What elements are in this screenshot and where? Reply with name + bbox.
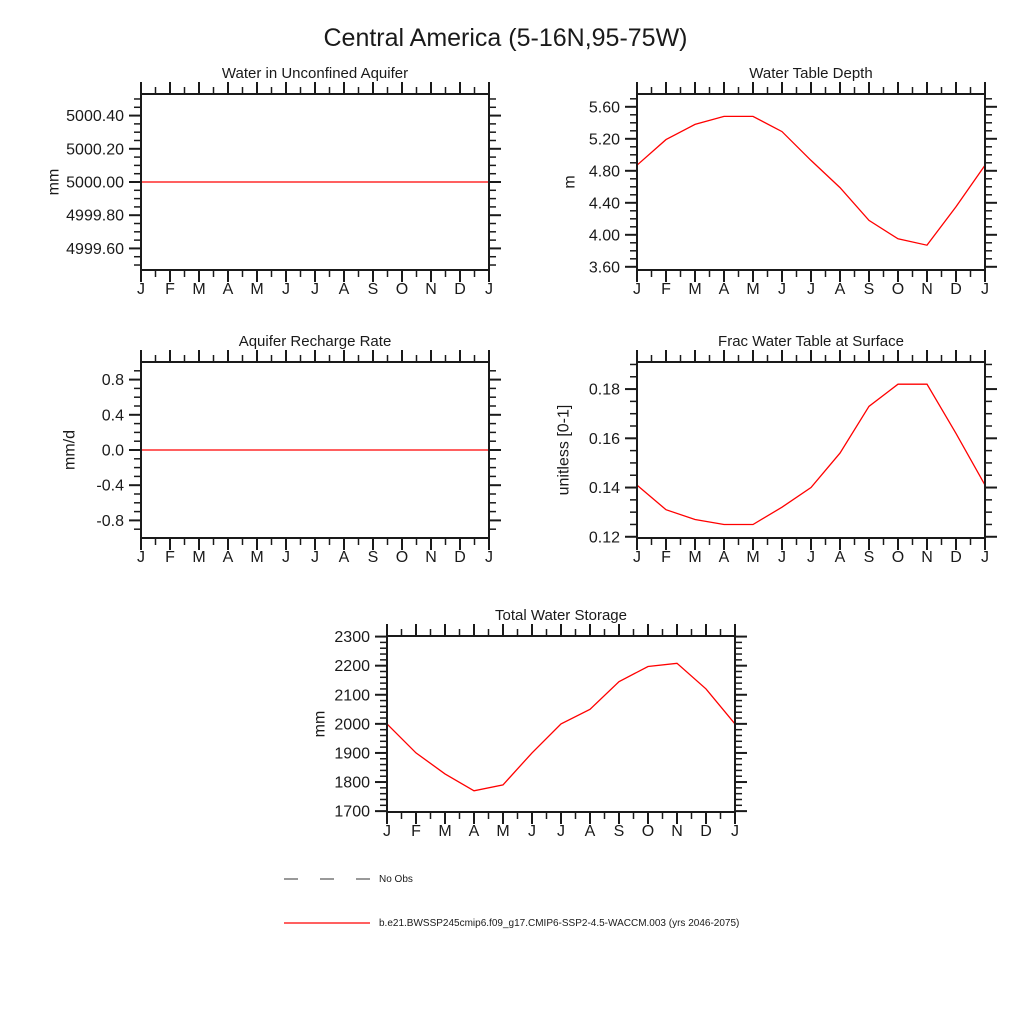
y-axis-label: unitless [0-1] <box>555 404 573 496</box>
y-tick-label: 4.00 <box>588 227 620 245</box>
plot-frame <box>637 362 985 538</box>
y-tick-label: 5.60 <box>588 99 620 117</box>
x-tick-label: J <box>383 823 391 840</box>
x-tick-label: F <box>411 823 421 840</box>
x-tick-label: J <box>807 281 815 298</box>
x-tick-label: M <box>688 281 702 298</box>
x-tick-label: J <box>981 281 989 298</box>
x-tick-label: A <box>338 549 350 566</box>
x-tick-label: S <box>613 823 625 840</box>
x-tick-label: M <box>746 281 760 298</box>
total-water-storage-plot <box>267 602 767 852</box>
x-tick-label: A <box>718 549 730 566</box>
y-tick-label: 1800 <box>334 774 370 792</box>
water-table-depth-plot <box>517 60 1017 310</box>
x-tick-label: S <box>863 281 875 298</box>
x-tick-label: S <box>863 549 875 566</box>
y-tick-label: 0.18 <box>588 381 620 399</box>
x-tick-label: J <box>633 281 641 298</box>
x-tick-label: J <box>137 549 145 566</box>
x-tick-label: O <box>641 823 655 840</box>
series-line <box>387 663 735 791</box>
y-tick-label: 5000.00 <box>66 174 124 192</box>
x-tick-label: J <box>981 549 989 566</box>
x-tick-label: A <box>834 549 846 566</box>
x-tick-label: J <box>485 549 493 566</box>
x-tick-label: F <box>661 281 671 298</box>
x-tick-label: A <box>584 823 596 840</box>
x-tick-label: M <box>496 823 510 840</box>
legend-label-model: b.e21.BWSSP245cmip6.f09_g17.CMIP6-SSP2-4.5-WACCM.003 (yrs 2046-2075) <box>379 917 740 929</box>
x-tick-label: J <box>528 823 536 840</box>
x-tick-label: N <box>425 549 437 566</box>
y-tick-label: 5.20 <box>588 131 620 149</box>
x-tick-label: N <box>671 823 683 840</box>
x-tick-label: J <box>282 549 290 566</box>
x-tick-label: J <box>557 823 565 840</box>
x-tick-label: F <box>661 549 671 566</box>
y-tick-label: 4999.80 <box>66 207 124 225</box>
y-tick-label: 0.16 <box>588 430 620 448</box>
panel-aquifer-recharge-rate <box>21 328 521 578</box>
x-tick-label: A <box>468 823 480 840</box>
panel-total-water-storage <box>267 602 767 852</box>
y-tick-label: 0.4 <box>101 407 124 425</box>
y-tick-label: 2100 <box>334 687 370 705</box>
y-axis-label: m <box>561 175 579 189</box>
y-tick-label: 1900 <box>334 745 370 763</box>
x-tick-label: A <box>718 281 730 298</box>
x-tick-label: J <box>778 281 786 298</box>
y-tick-label: 4999.60 <box>66 240 124 258</box>
y-axis-label: mm <box>45 168 63 196</box>
x-tick-label: N <box>921 281 933 298</box>
x-tick-label: M <box>746 549 760 566</box>
x-tick-label: S <box>367 549 379 566</box>
x-tick-label: J <box>778 549 786 566</box>
y-tick-label: 5000.20 <box>66 141 124 159</box>
y-axis-label: mm <box>311 710 329 738</box>
x-tick-label: F <box>165 281 175 298</box>
x-tick-label: D <box>950 281 962 298</box>
panel-title: Frac Water Table at Surface <box>718 333 904 350</box>
panel-water-table-depth <box>517 60 1017 310</box>
y-tick-label: 4.80 <box>588 163 620 181</box>
x-tick-label: O <box>395 549 409 566</box>
y-tick-label: 2300 <box>334 629 370 647</box>
x-tick-label: N <box>921 549 933 566</box>
y-tick-label: 1700 <box>334 803 370 821</box>
x-tick-label: O <box>891 281 905 298</box>
x-tick-label: J <box>485 281 493 298</box>
x-tick-label: A <box>338 281 350 298</box>
water-in-unconfined-aquifer-plot <box>21 60 521 310</box>
x-tick-label: M <box>192 549 206 566</box>
x-tick-label: J <box>807 549 815 566</box>
x-tick-label: A <box>834 281 846 298</box>
y-tick-label: 2200 <box>334 658 370 676</box>
y-tick-label: 0.8 <box>101 372 124 390</box>
x-tick-label: M <box>192 281 206 298</box>
series-line <box>637 116 985 245</box>
x-tick-label: M <box>250 281 264 298</box>
y-tick-label: 5000.40 <box>66 108 124 126</box>
x-tick-label: D <box>454 549 466 566</box>
x-tick-label: J <box>137 281 145 298</box>
y-tick-label: -0.8 <box>96 512 124 530</box>
x-tick-label: A <box>222 549 234 566</box>
legend-item-no-obs <box>283 874 413 884</box>
y-axis-label: mm/d <box>61 430 79 470</box>
panel-title: Water in Unconfined Aquifer <box>221 65 409 82</box>
y-tick-label: 4.40 <box>588 195 620 213</box>
x-tick-label: N <box>425 281 437 298</box>
frac-water-table-at-surface-plot <box>517 328 1017 578</box>
x-tick-label: S <box>367 281 379 298</box>
legend-item-model <box>283 918 739 928</box>
y-tick-label: 2000 <box>334 716 370 734</box>
plot-frame <box>637 94 985 270</box>
y-tick-label: 3.60 <box>588 259 620 277</box>
panel-title: Aquifer Recharge Rate <box>238 333 392 350</box>
model-solid-line <box>283 918 371 928</box>
x-tick-label: J <box>282 281 290 298</box>
y-tick-label: -0.4 <box>96 477 124 495</box>
x-tick-label: J <box>731 823 739 840</box>
aquifer-recharge-rate-plot <box>21 328 521 578</box>
x-tick-label: M <box>688 549 702 566</box>
y-tick-label: 0.0 <box>101 442 124 460</box>
x-tick-label: O <box>395 281 409 298</box>
y-tick-label: 0.12 <box>588 529 620 547</box>
x-tick-label: A <box>222 281 234 298</box>
x-tick-label: M <box>250 549 264 566</box>
panel-title: Water Table Depth <box>749 65 873 82</box>
main-title: Central America (5-16N,95-75W) <box>323 24 688 52</box>
y-tick-label: 0.14 <box>588 480 620 498</box>
x-tick-label: D <box>950 549 962 566</box>
series-line <box>637 384 985 524</box>
x-tick-label: J <box>633 549 641 566</box>
x-tick-label: M <box>438 823 452 840</box>
panel-frac-water-table-at-surface <box>517 328 1017 578</box>
panel-water-in-unconfined-aquifer <box>21 60 521 310</box>
no-obs-dashed-line <box>283 874 371 884</box>
x-tick-label: D <box>700 823 712 840</box>
x-tick-label: O <box>891 549 905 566</box>
panel-title: Total Water Storage <box>494 607 628 624</box>
x-tick-label: D <box>454 281 466 298</box>
x-tick-label: J <box>311 549 319 566</box>
legend-label-no-obs: No Obs <box>379 873 413 885</box>
x-tick-label: F <box>165 549 175 566</box>
x-tick-label: J <box>311 281 319 298</box>
